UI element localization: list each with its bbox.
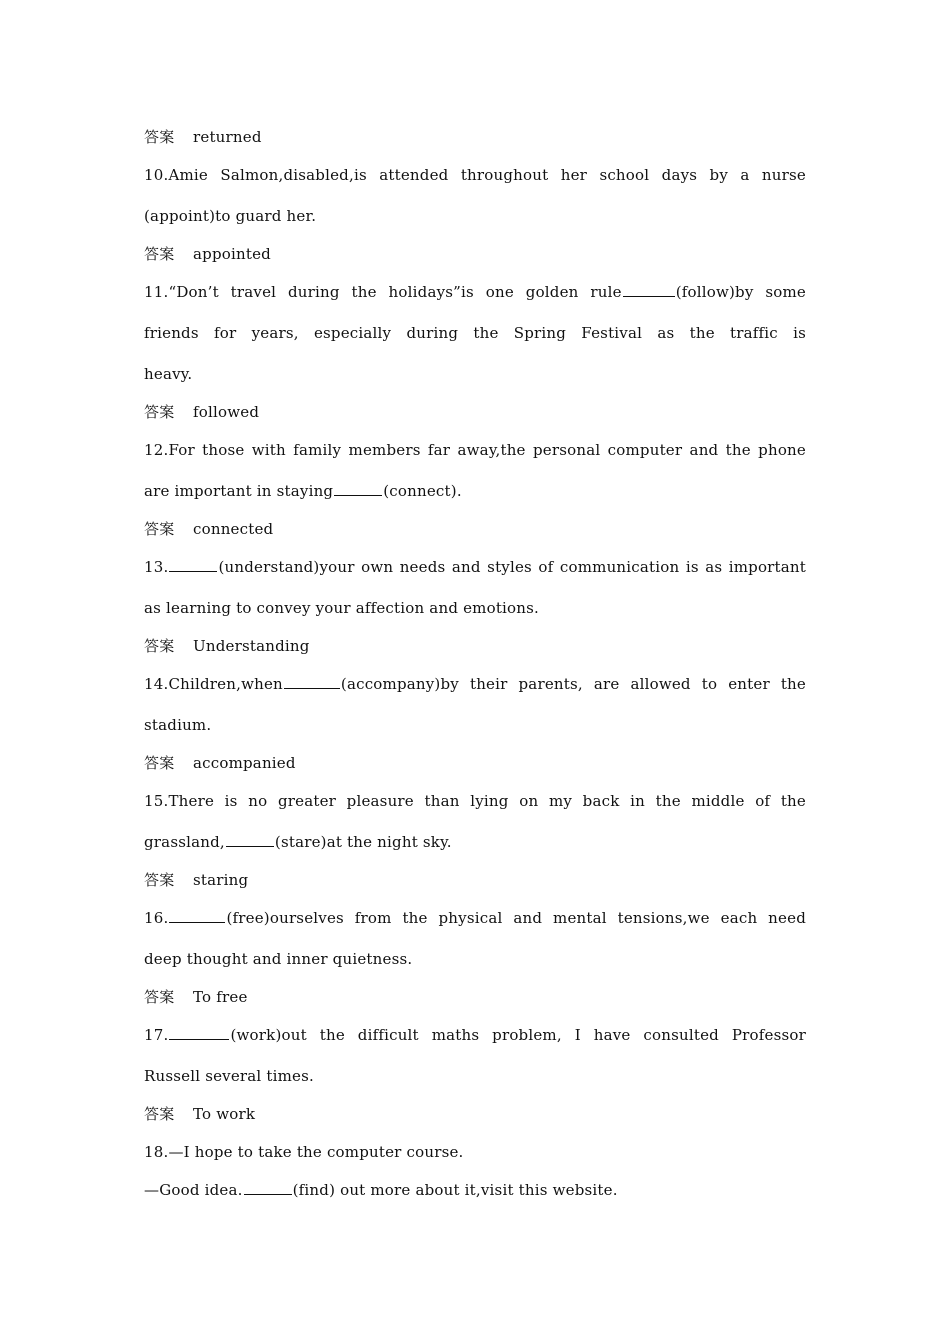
fill-blank [169,1024,229,1040]
question-text: grassland, [144,833,225,851]
answer-line-q16 [144,986,806,1008]
question-text: 14.Children,when [144,675,283,693]
question-15-line-2 [144,831,806,853]
answer-text: appointed [193,245,271,263]
question-10-line-1: 10.Amie Salmon,disabled,is attended throughout her school days by a nurse [144,166,806,184]
question-17-line-1 [144,1024,806,1046]
answer-text: returned [193,128,262,146]
question-text: (free)ourselves from the physical and mental tensions,we each need [226,909,806,927]
answer-text: staring [193,871,249,889]
question-17-line-2: Russell several times. [144,1067,314,1085]
question-text: are important in staying [144,482,334,500]
answer-text: followed [193,403,260,421]
question-12-line-2 [144,480,806,502]
fill-blank [334,480,382,496]
question-text: 16. [144,909,169,927]
question-11-line-2: friends for years, especially during the Spring Festival as the traffic is [144,324,806,342]
fill-blank [623,281,675,297]
answer-tag: 答案 [144,403,175,421]
answer-tag: 答案 [144,871,175,889]
fill-blank [169,907,225,923]
answer-line-q9 [144,126,806,148]
question-text: (accompany)by their parents, are allowed to enter the [340,675,806,693]
question-16-line-2: deep thought and inner quietness. [144,950,413,968]
answer-text: accompanied [193,754,296,772]
question-15-line-1: 15.There is no greater pleasure than lying on my back in the middle of the [144,792,806,810]
question-text: 11.“Don’t travel during the holidays”is one golden rule [144,283,622,301]
answer-tag: 答案 [144,128,175,146]
question-text: 13. [144,558,169,576]
fill-blank [244,1179,292,1195]
answer-tag: 答案 [144,245,175,263]
answer-line-q14 [144,752,806,774]
question-16-line-1 [144,907,806,929]
answer-tag: 答案 [144,637,175,655]
answer-text: Understanding [193,637,310,655]
fill-blank [169,556,217,572]
question-text: 17. [144,1026,169,1044]
answer-line-q17 [144,1103,806,1125]
question-14-line-1 [144,673,806,695]
answer-tag: 答案 [144,520,175,538]
question-text: (follow)by some [675,283,806,301]
fill-blank [284,673,340,689]
question-13-line-1 [144,556,806,578]
answer-tag: 答案 [144,754,175,772]
question-12-line-1: 12.For those with family members far away,the personal computer and the phone [144,441,806,459]
question-13-line-2: as learning to convey your affection and emotions. [144,599,539,617]
answer-tag: 答案 [144,1105,175,1123]
question-14-line-2: stadium. [144,716,212,734]
question-text: (find) out more about it,visit this website. [292,1181,618,1199]
question-text: (work)out the difficult maths problem, I have consulted Professor [230,1026,806,1044]
question-text: (stare)at the night sky. [274,833,452,851]
fill-blank [226,831,274,847]
question-10-line-2: (appoint)to guard her. [144,207,317,225]
answer-line-q11 [144,401,806,423]
answer-line-q12 [144,518,806,540]
question-11-line-1 [144,281,806,303]
exercise-page [144,126,806,1201]
answer-tag: 答案 [144,988,175,1006]
answer-text: To free [193,988,248,1006]
question-18-line-2 [144,1179,806,1201]
answer-text: connected [193,520,274,538]
answer-line-q10 [144,243,806,265]
answer-line-q15 [144,869,806,891]
question-11-line-3: heavy. [144,365,193,383]
question-text: (understand)your own needs and styles of communication is as important [218,558,806,576]
answer-text: To work [193,1105,256,1123]
answer-line-q13 [144,635,806,657]
question-18-line-1: 18.—I hope to take the computer course. [144,1143,464,1161]
question-text: —Good idea. [144,1181,243,1199]
question-text: (connect). [383,482,462,500]
